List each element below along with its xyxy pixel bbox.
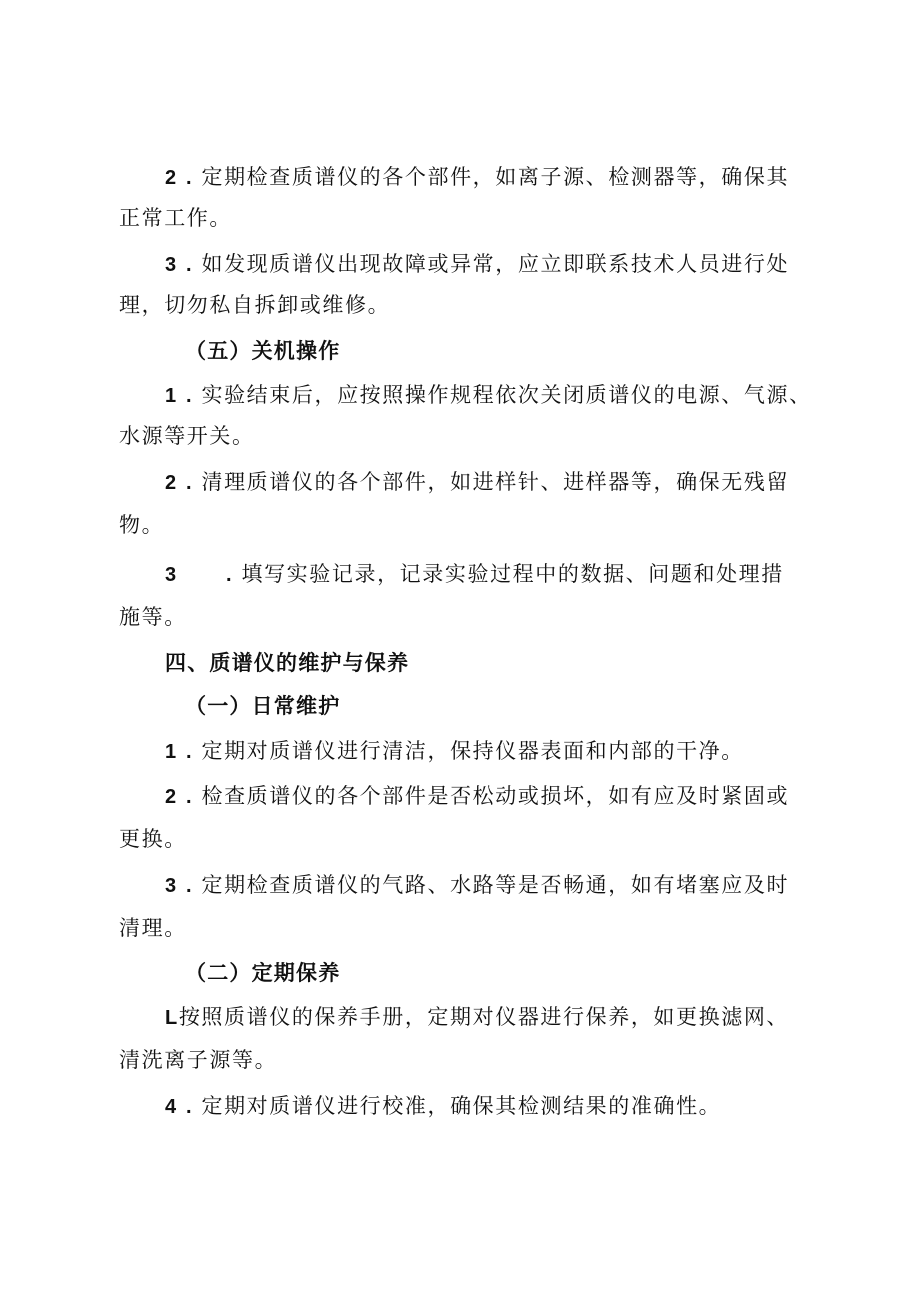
paragraph-line	[165, 380, 812, 411]
paragraph-line	[165, 467, 789, 498]
paragraph-text: 实验结束后，应按照操作规程依次关闭质谱仪的电源、气源、	[201, 383, 812, 407]
paragraph-line	[165, 1091, 721, 1122]
paragraph-text: 按照质谱仪的保养手册，定期对仪器进行保养，如更换滤网、	[178, 1005, 790, 1029]
item-separator: .	[186, 385, 194, 407]
paragraph-text: 检查质谱仪的各个部件是否松动或损坏，如有应及时紧固或	[201, 784, 790, 808]
paragraph-text: 清理质谱仪的各个部件，如进样针、进样器等，确保无残留	[201, 470, 790, 494]
paragraph-line	[165, 162, 789, 193]
item-number: 2	[165, 167, 178, 189]
paragraph-continuation: 水源等开关。	[119, 424, 255, 448]
paragraph-line	[165, 559, 784, 590]
paragraph-line	[165, 736, 744, 767]
paragraph-continuation: 清洗离子源等。	[119, 1048, 278, 1072]
item-number: 1	[165, 385, 178, 407]
item-separator: .	[186, 1096, 194, 1118]
paragraph-continuation: 物。	[119, 513, 165, 537]
paragraph-text: 定期对质谱仪进行清洁，保持仪器表面和内部的干净。	[201, 739, 744, 763]
section-heading: （五）关机操作	[185, 339, 341, 363]
item-number: 2	[165, 786, 178, 808]
item-separator: .	[186, 472, 194, 494]
paragraph-text: 定期检查质谱仪的气路、水路等是否畅通，如有堵塞应及时	[201, 873, 790, 897]
item-separator: .	[186, 167, 194, 189]
paragraph-text: 如发现质谱仪出现故障或异常，应立即联系技术人员进行处	[201, 252, 790, 276]
item-number: 2	[165, 472, 178, 494]
paragraph-continuation: 更换。	[119, 827, 187, 851]
paragraph-line	[165, 1002, 789, 1033]
item-separator: .	[226, 564, 234, 586]
item-number: 3	[165, 254, 178, 276]
item-separator: .	[186, 741, 194, 763]
section-heading: （二）定期保养	[185, 961, 341, 985]
paragraph-line	[165, 870, 789, 901]
paragraph-text: 填写实验记录，记录实验过程中的数据、问题和处理措	[241, 562, 784, 586]
item-number: 3	[165, 875, 178, 897]
paragraph-continuation: 清理。	[119, 916, 187, 940]
paragraph-continuation: 施等。	[119, 605, 187, 629]
item-separator: .	[186, 875, 194, 897]
item-number: 3	[165, 564, 178, 586]
paragraph-text: 定期对质谱仪进行校准，确保其检测结果的准确性。	[201, 1094, 722, 1118]
item-number: 1	[165, 741, 178, 763]
paragraph-line	[165, 781, 789, 812]
item-number: L	[165, 1007, 179, 1029]
paragraph-continuation: 理，切勿私自拆卸或维修。	[119, 293, 391, 317]
paragraph-continuation: 正常工作。	[119, 206, 232, 230]
item-separator: .	[186, 254, 194, 276]
paragraph-line	[165, 249, 789, 280]
item-number: 4	[165, 1096, 178, 1118]
section-heading: （一）日常维护	[185, 694, 341, 718]
chapter-heading: 四、质谱仪的维护与保养	[165, 651, 410, 675]
paragraph-text: 定期检查质谱仪的各个部件，如离子源、检测器等，确保其	[201, 165, 790, 189]
item-separator: .	[186, 786, 194, 808]
